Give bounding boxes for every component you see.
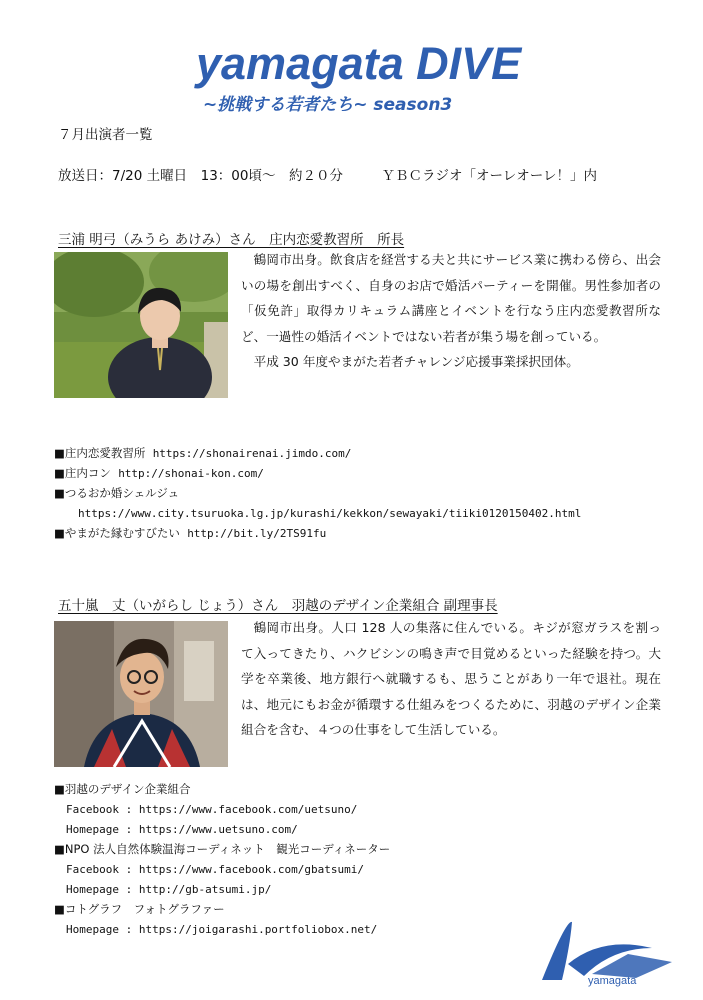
bio-paragraph: 鶴岡市出身。人口 128 人の集落に住んでいる。キジが窓ガラスを割って入ってきたり、ハクビシンの鳴き声で目覚めるといった経験を持つ。大学を卒業後、地方銀行へ就職するも、思うことがあり一年で退社。現在は、地元にもお金が循環する仕組みをつくるために、羽越のデザイン企業組合を含む、４つの仕事をして生活している。 <box>241 620 661 737</box>
link-label: ■コトグラフ フォトグラファー <box>54 902 225 916</box>
person-bio <box>241 247 661 375</box>
link-row <box>54 879 390 899</box>
link-label: ■羽越のデザイン企業組合 <box>54 782 191 796</box>
link-list <box>54 779 390 939</box>
link-row <box>54 819 390 839</box>
link-row <box>54 463 581 483</box>
link-row <box>54 443 581 463</box>
link-label: Facebook : <box>66 803 139 816</box>
person-photo <box>54 252 228 398</box>
link-row <box>54 839 390 859</box>
link-label: Homepage : <box>66 823 139 836</box>
link-label: ■庄内恋愛教習所 <box>54 446 146 460</box>
link-row <box>54 523 581 543</box>
page-title: yamagata DIVE <box>196 38 522 89</box>
link-label: ■つるおか婚シェルジュ <box>54 486 180 500</box>
link-label: Facebook : <box>66 863 139 876</box>
link-label: ■NPO 法人自然体験温海コーディネット 観光コーディネーター <box>54 842 391 856</box>
link-url[interactable]: https://www.uetsuno.com/ <box>138 823 298 836</box>
broadcast-station: ＹＢＣラジオ「オーレオーレ！」内 <box>381 168 598 184</box>
person-bio <box>241 615 661 743</box>
link-url[interactable]: https://www.city.tsuruoka.lg.jp/kurashi/kekkon/sewayaki/tiiki0120150402.html <box>78 507 582 520</box>
link-row <box>54 483 581 503</box>
link-url[interactable]: https://joigarashi.portfoliobox.net/ <box>138 923 378 936</box>
link-label: Homepage : <box>66 883 139 896</box>
link-row <box>54 919 390 939</box>
yamagata-dive-logo <box>532 918 682 988</box>
month-heading: ７月出演者一覧 <box>58 127 153 143</box>
link-url[interactable]: https://www.facebook.com/uetsuno/ <box>138 803 358 816</box>
link-row <box>54 859 390 879</box>
person-photo <box>54 621 228 767</box>
link-label: ■庄内コン <box>54 466 111 480</box>
link-url[interactable]: https://www.facebook.com/gbatsumi/ <box>138 863 365 876</box>
person-heading: 五十嵐 丈（いがらし じょう）さん 羽越のデザイン企業組合 副理事長 <box>58 598 498 614</box>
link-row <box>54 899 390 919</box>
link-url[interactable]: http://shonai-kon.com/ <box>118 467 264 480</box>
link-url[interactable]: https://shonairenai.jimdo.com/ <box>152 447 352 460</box>
page-subtitle: ~挑戦する若者たち~ season3 <box>203 95 453 115</box>
broadcast-info <box>58 167 597 185</box>
link-row <box>54 779 390 799</box>
link-row <box>54 503 581 523</box>
logo-text: yamagata <box>588 975 637 987</box>
link-url[interactable]: http://bit.ly/2TS91fu <box>187 527 327 540</box>
broadcast-date: 放送日：7/20 土曜日 13：00頃～ 約２０分 <box>58 168 343 184</box>
link-url[interactable]: http://gb-atsumi.jp/ <box>138 883 272 896</box>
link-list <box>54 443 581 543</box>
bio-paragraph: 平成 30 年度やまがた若者チャレンジ応援事業採択団体。 <box>253 354 579 369</box>
link-label: Homepage : <box>66 923 139 936</box>
bio-paragraph: 鶴岡市出身。飲食店を経営する夫と共にサービス業に携わる傍ら、出会いの場を創出すべく、自身のお店で婚活パーティーを開催。男性参加者の「仮免許」取得カリキュラム講座とイベントを行なう庄内恋愛教習所など、一過性の婚活イベントではない若者が集う場を創っている。 <box>241 252 661 344</box>
link-row <box>54 799 390 819</box>
person-heading: 三浦 明弓（みうら あけみ）さん 庄内恋愛教習所 所長 <box>58 232 405 248</box>
link-label: ■やまがた縁むすびたい <box>54 526 180 540</box>
